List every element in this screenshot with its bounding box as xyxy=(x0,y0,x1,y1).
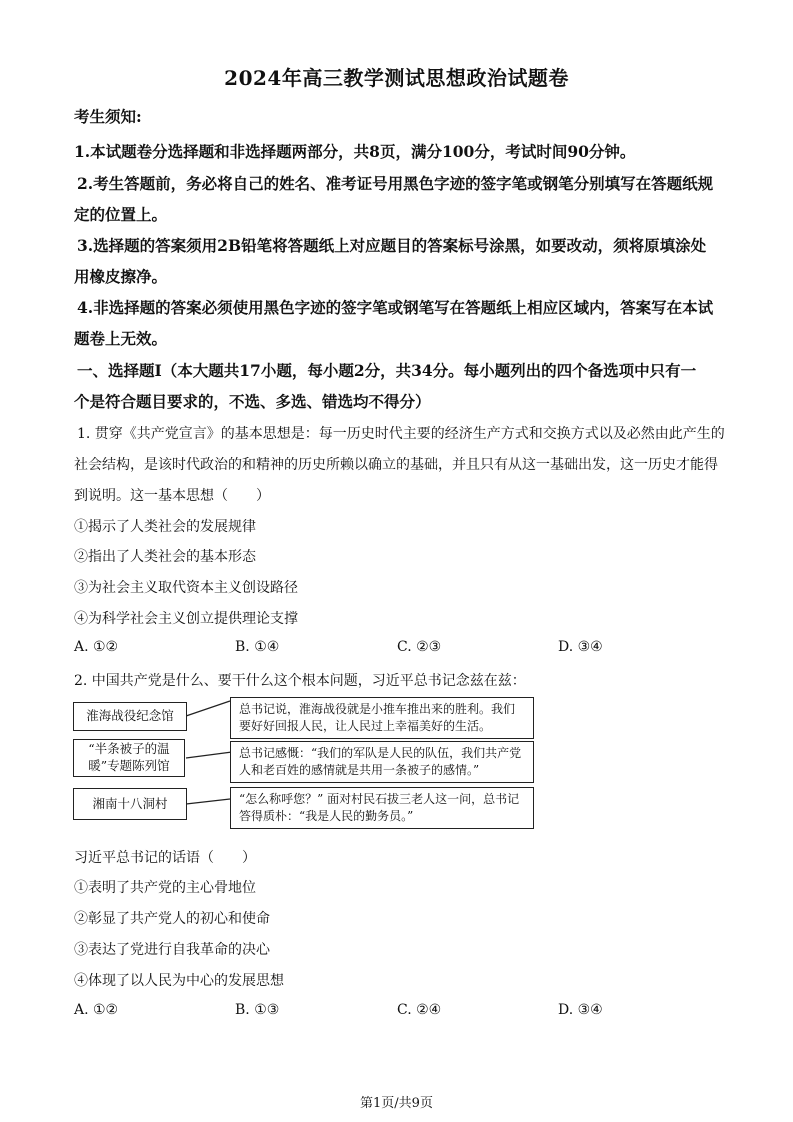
section-heading: 一、选择题Ⅰ（本大题共17小题，每小题2分，共34分。每小题列出的四个备选项中只有一 xyxy=(77,361,697,380)
notice-line: 用橡皮擦净。 xyxy=(74,267,168,286)
q1-stem: 到说明。这一基本思想（ ） xyxy=(74,488,270,504)
page-title: 2024年高三教学测试思想政治试题卷 xyxy=(224,66,569,90)
q1-option-a[interactable]: A. ①② xyxy=(74,639,119,655)
q2-option-a[interactable]: A. ①② xyxy=(74,1002,119,1018)
q1-statement: ④为科学社会主义创立提供理论支撑 xyxy=(74,611,298,627)
q1-statement: ②指出了人类社会的基本形态 xyxy=(74,549,256,565)
diagram-left-box: 湘南十八洞村 xyxy=(73,788,187,820)
diagram-right-box: 总书记说，淮海战役就是小推车推出来的胜利。我们要好好回报人民，让人民过上幸福美好的生活。 xyxy=(230,697,534,739)
page-number: 第1页/共9页 xyxy=(360,1096,433,1111)
notice-line: 2.考生答题前，务必将自己的姓名、准考证号用黑色字迹的签字笔或钢笔分别填写在答题纸规 xyxy=(77,174,714,193)
notice-line: 定的位置上。 xyxy=(74,205,168,224)
notice-line: 4.非选择题的答案必须使用黑色字迹的签字笔或钢笔写在答题纸上相应区域内，答案写在本试 xyxy=(77,298,714,317)
notice-line: 1.本试题卷分选择题和非选择题两部分，共8页，满分100分，考试时间90分钟。 xyxy=(74,142,636,161)
q1-option-b[interactable]: B. ①④ xyxy=(235,639,280,655)
q2-statement: ③表达了党进行自我革命的决心 xyxy=(74,942,270,958)
q1-statement: ①揭示了人类社会的发展规律 xyxy=(74,519,256,535)
notice-line: 3.选择题的答案须用2B铅笔将答题纸上对应题目的答案标号涂黑，如要改动，须将原填涂处 xyxy=(77,236,707,255)
q2-statement: ②彰显了共产党人的初心和使命 xyxy=(74,911,270,927)
q2-statement: ①表明了共产党的主心骨地位 xyxy=(74,880,256,896)
q1-option-c[interactable]: C. ②③ xyxy=(397,639,442,655)
q2-option-b[interactable]: B. ①③ xyxy=(235,1002,280,1018)
q2-stem: 2. 中国共产党是什么、要干什么这个根本问题，习近平总书记念兹在兹： xyxy=(74,673,526,689)
q1-stem: 社会结构，是该时代政治的和精神的历史所赖以确立的基础，并且只有从这一基础出发，这一历史才能得 xyxy=(74,457,718,473)
diagram-left-box: 淮海战役纪念馆 xyxy=(73,702,187,731)
q2-option-d[interactable]: D. ③④ xyxy=(558,1002,603,1018)
q2-statement: ④体现了以人民为中心的发展思想 xyxy=(74,973,284,989)
q1-statement: ③为社会主义取代资本主义创设路径 xyxy=(74,580,298,596)
q1-stem: 1. 贯穿《共产党宣言》的基本思想是：每一历史时代主要的经济生产方式和交换方式以及必然由此产生的 xyxy=(77,426,725,442)
diagram-left-box: “半条被子的温暖”专题陈列馆 xyxy=(73,739,185,777)
q2-lead: 习近平总书记的话语（ ） xyxy=(74,850,256,866)
notice-heading: 考生须知: xyxy=(74,107,142,126)
notice-line: 题卷上无效。 xyxy=(74,329,168,348)
q2-option-c[interactable]: C. ②④ xyxy=(397,1002,442,1018)
diagram-right-box: 总书记感慨：“我们的军队是人民的队伍，我们共产党人和老百姓的感情就是共用一条被子的感情。” xyxy=(230,741,534,783)
q1-option-d[interactable]: D. ③④ xyxy=(558,639,603,655)
diagram-right-box: “怎么称呼您？” 面对村民石拔三老人这一问，总书记答得质朴：“我是人民的勤务员。” xyxy=(230,787,534,829)
section-heading-cont: 个是符合题目要求的，不选、多选、错选均不得分） xyxy=(74,392,431,411)
